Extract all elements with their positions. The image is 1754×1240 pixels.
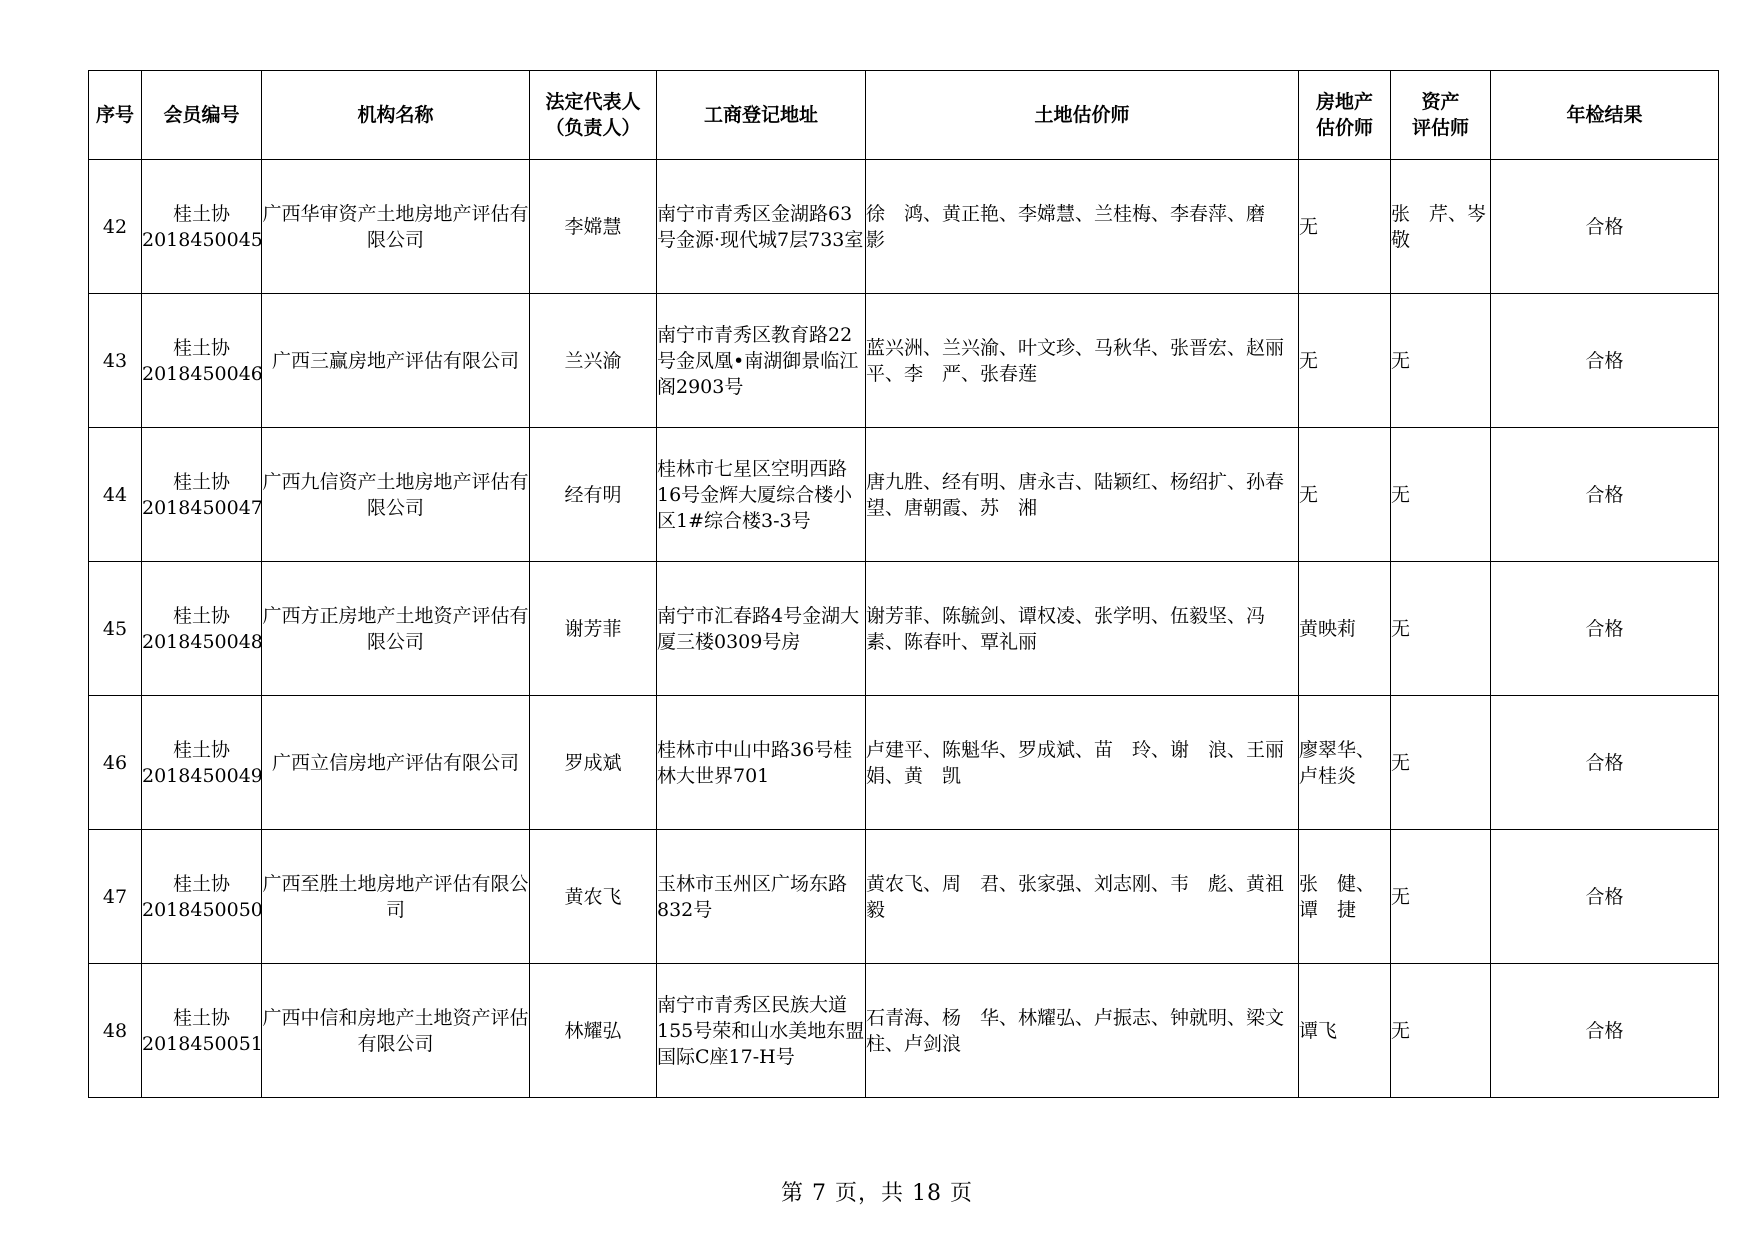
cell-result: 合格 [1491,428,1719,562]
header-land-appraisers: 土地估价师 [866,71,1299,160]
header-asset-appraisers [1391,71,1491,160]
cell-land-appraisers: 唐九胜、经有明、唐永吉、陆颖红、杨绍扩、孙春望、唐朝霞、苏 湘 [866,428,1299,562]
cell-realestate-appraisers: 廖翠华、卢桂炎 [1299,696,1391,830]
cell-legal-rep: 李嫦慧 [530,160,657,294]
cell-org-name: 广西方正房地产土地资产评估有限公司 [262,562,530,696]
cell-legal-rep: 经有明 [530,428,657,562]
header-realestate-appraisers [1299,71,1391,160]
table-row [89,830,1719,964]
member-assoc: 桂土协 [172,604,230,627]
cell-address: 桂林市七星区空明西路16号金辉大厦综合楼小区1#综合楼3-3号 [657,428,866,562]
cell-member-no [142,830,262,964]
cell-org-name: 广西三赢房地产评估有限公司 [262,294,530,428]
cell-asset-appraisers: 无 [1391,696,1491,830]
cell-legal-rep: 黄农飞 [530,830,657,964]
member-number: 2018450047 [142,496,263,519]
cell-seq: 45 [89,562,142,696]
cell-realestate-appraisers: 黄映莉 [1299,562,1391,696]
cell-result: 合格 [1491,696,1719,830]
cell-address: 玉林市玉州区广场东路832号 [657,830,866,964]
header-seq: 序号 [89,71,142,160]
cell-member-no [142,160,262,294]
cell-seq: 47 [89,830,142,964]
cell-member-no [142,562,262,696]
cell-legal-rep: 罗成斌 [530,696,657,830]
cell-legal-rep: 兰兴渝 [530,294,657,428]
member-number: 2018450049 [142,764,263,787]
cell-org-name: 广西中信和房地产土地资产评估有限公司 [262,964,530,1098]
cell-org-name: 广西华审资产土地房地产评估有限公司 [262,160,530,294]
member-assoc: 桂土协 [172,336,230,359]
cell-land-appraisers: 石青海、杨 华、林耀弘、卢振志、钟就明、梁文柱、卢剑浪 [866,964,1299,1098]
table-row [89,428,1719,562]
cell-org-name: 广西至胜土地房地产评估有限公司 [262,830,530,964]
header-realestate-line1: 房地产 [1315,91,1373,113]
cell-address: 南宁市青秀区民族大道155号荣和山水美地东盟国际C座17-H号 [657,964,866,1098]
cell-seq: 48 [89,964,142,1098]
cell-realestate-appraisers: 谭飞 [1299,964,1391,1098]
cell-asset-appraisers: 张 芹、岑 敬 [1391,160,1491,294]
cell-result: 合格 [1491,562,1719,696]
header-legal-rep [530,71,657,160]
header-legal-rep-line2: （负责人） [545,117,641,139]
header-result: 年检结果 [1491,71,1719,160]
table-row [89,294,1719,428]
member-assoc: 桂土协 [172,1006,230,1029]
cell-realestate-appraisers: 无 [1299,160,1391,294]
cell-member-no [142,294,262,428]
cell-seq: 44 [89,428,142,562]
cell-seq: 43 [89,294,142,428]
cell-org-name: 广西立信房地产评估有限公司 [262,696,530,830]
cell-legal-rep: 林耀弘 [530,964,657,1098]
cell-result: 合格 [1491,830,1719,964]
cell-asset-appraisers: 无 [1391,294,1491,428]
cell-realestate-appraisers: 张 健、谭 捷 [1299,830,1391,964]
cell-asset-appraisers: 无 [1391,830,1491,964]
page-footer: 第 7 页，共 18 页 [781,1181,973,1206]
member-assoc: 桂土协 [172,738,230,761]
table-row [89,160,1719,294]
member-number: 2018450046 [142,362,263,385]
member-assoc: 桂土协 [172,470,230,493]
table-row [89,964,1719,1098]
table-row [89,562,1719,696]
cell-result: 合格 [1491,294,1719,428]
cell-asset-appraisers: 无 [1391,964,1491,1098]
cell-address: 南宁市青秀区金湖路63号金源·现代城7层733室 [657,160,866,294]
cell-land-appraisers: 谢芳菲、陈毓剑、谭权凌、张学明、伍毅坚、冯 素、陈春叶、覃礼丽 [866,562,1299,696]
header-org-name: 机构名称 [262,71,530,160]
header-asset-line2: 评估师 [1411,117,1469,139]
cell-member-no [142,428,262,562]
member-number: 2018450048 [142,630,263,653]
header-realestate-line2: 估价师 [1315,117,1373,139]
cell-land-appraisers: 黄农飞、周 君、张家强、刘志刚、韦 彪、黄祖毅 [866,830,1299,964]
cell-member-no [142,964,262,1098]
cell-result: 合格 [1491,160,1719,294]
header-legal-rep-line1: 法定代表人 [545,91,641,113]
cell-seq: 42 [89,160,142,294]
member-number: 2018450050 [142,898,263,921]
member-assoc: 桂土协 [172,872,230,895]
member-number: 2018450045 [142,228,263,251]
member-assoc: 桂土协 [172,202,230,225]
member-number: 2018450051 [142,1032,263,1055]
cell-land-appraisers: 蓝兴洲、兰兴渝、叶文珍、马秋华、张晋宏、赵丽平、李 严、张春莲 [866,294,1299,428]
header-asset-line1: 资产 [1421,91,1460,113]
table-row [89,696,1719,830]
cell-seq: 46 [89,696,142,830]
header-row [89,71,1719,160]
cell-realestate-appraisers: 无 [1299,294,1391,428]
cell-result: 合格 [1491,964,1719,1098]
cell-land-appraisers: 徐 鸿、黄正艳、李嫦慧、兰桂梅、李春萍、磨 影 [866,160,1299,294]
cell-realestate-appraisers: 无 [1299,428,1391,562]
cell-address: 桂林市中山中路36号桂林大世界701 [657,696,866,830]
cell-asset-appraisers: 无 [1391,562,1491,696]
cell-member-no [142,696,262,830]
cell-address: 南宁市青秀区教育路22号金凤凰•南湖御景临江阁2903号 [657,294,866,428]
cell-address: 南宁市汇春路4号金湖大厦三楼0309号房 [657,562,866,696]
header-address: 工商登记地址 [657,71,866,160]
cell-legal-rep: 谢芳菲 [530,562,657,696]
cell-org-name: 广西九信资产土地房地产评估有限公司 [262,428,530,562]
header-member-no: 会员编号 [142,71,262,160]
cell-asset-appraisers: 无 [1391,428,1491,562]
member-table [88,70,1719,1098]
cell-land-appraisers: 卢建平、陈魁华、罗成斌、苗 玲、谢 浪、王丽娟、黄 凯 [866,696,1299,830]
